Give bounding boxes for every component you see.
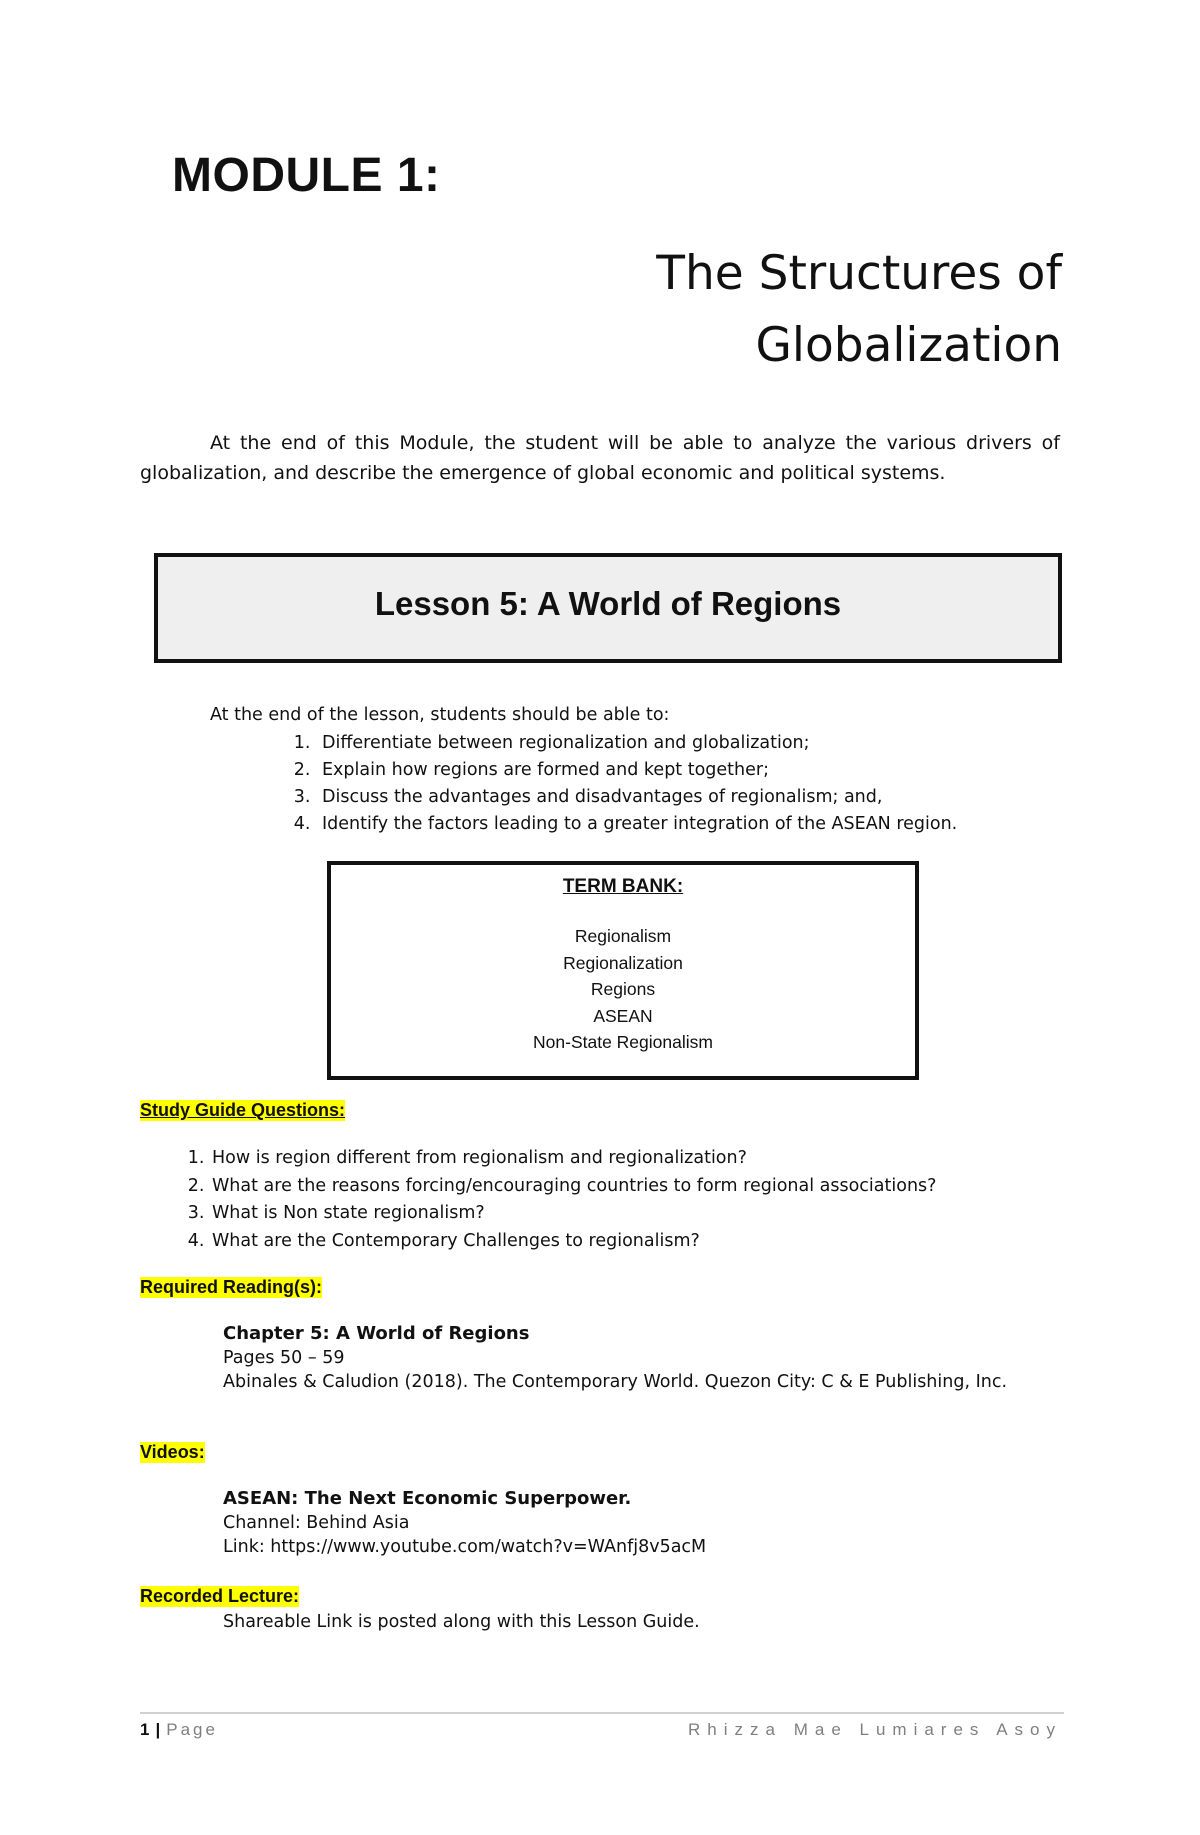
objective-item: 2. Explain how regions are formed and kept together; [316, 757, 957, 784]
module-title: MODULE 1: [172, 149, 441, 202]
module-intro: At the end of this Module, the student will be able to analyze the various drivers of globalization, and describe the emergence of global economic and political systems. [140, 432, 1060, 484]
footer-divider [140, 1712, 1064, 1714]
study-guide-heading: Study Guide Questions: [140, 1100, 346, 1120]
objective-item: 1. Differentiate between regionalization and globalization; [316, 730, 957, 757]
videos-heading: Videos: [140, 1442, 205, 1462]
reading-title: Chapter 5: A World of Regions [223, 1323, 530, 1344]
video-link-label: Link: [223, 1537, 271, 1557]
lesson-title-box [154, 553, 1062, 663]
video-link-line [223, 1535, 706, 1559]
objective-item: 3. Discuss the advantages and disadvantages of regionalism; and, [316, 784, 957, 811]
objectives-list [276, 730, 957, 838]
term-item: Regions [590, 979, 656, 999]
term-item: Non-State Regionalism [533, 1032, 713, 1052]
study-guide-list [140, 1145, 936, 1255]
reading-citation: Abinales & Caludion (2018). The Contemporary World. Quezon City: C & E Publishing, Inc. [223, 1372, 1008, 1392]
objective-item: 4. Identify the factors leading to a greater integration of the ASEAN region. [316, 811, 957, 838]
term-item: ASEAN [593, 1005, 653, 1026]
video-link[interactable]: https://www.youtube.com/watch?v=WAnfj8v5acM [270, 1537, 707, 1557]
objectives-lead: At the end of the lesson, students should be able to: [210, 705, 670, 725]
study-question: 1. How is region different from regionalism and regionalization? [210, 1145, 936, 1173]
recorded-lecture-text: Shareable Link is posted along with this Lesson Guide. [223, 1612, 700, 1632]
video-channel: Channel: Behind Asia [223, 1513, 410, 1533]
study-question: 3. What is Non state regionalism? [210, 1200, 936, 1228]
footer-page-label [140, 1720, 218, 1740]
video-title: ASEAN: The Next Economic Superpower. [223, 1488, 632, 1509]
study-question: 4. What are the Contemporary Challenges to regionalism? [210, 1228, 936, 1256]
term-item: Regionalization [563, 952, 683, 973]
recorded-lecture-heading: Recorded Lecture: [140, 1586, 300, 1606]
reading-pages: Pages 50 – 59 [223, 1348, 345, 1368]
module-subtitle-line-1: The Structures of [656, 246, 1062, 301]
footer-separator: | [155, 1720, 161, 1739]
page-number: 1 [140, 1720, 150, 1739]
term-bank-list [331, 923, 915, 1056]
page-word: Page [166, 1720, 218, 1739]
study-question: 2. What are the reasons forcing/encouraging countries to form regional associations? [210, 1173, 936, 1201]
lesson-title: Lesson 5: A World of Regions [374, 585, 842, 622]
term-item: Regionalism [574, 926, 672, 946]
module-subtitle-line-2: Globalization [755, 318, 1062, 373]
required-reading-heading: Required Reading(s): [140, 1277, 323, 1297]
term-bank-heading: TERM BANK: [562, 876, 684, 897]
module-subtitle [656, 238, 1062, 382]
footer-author: Rhizza Mae Lumiares Asoy [688, 1720, 1062, 1739]
term-bank-box [327, 861, 919, 1080]
